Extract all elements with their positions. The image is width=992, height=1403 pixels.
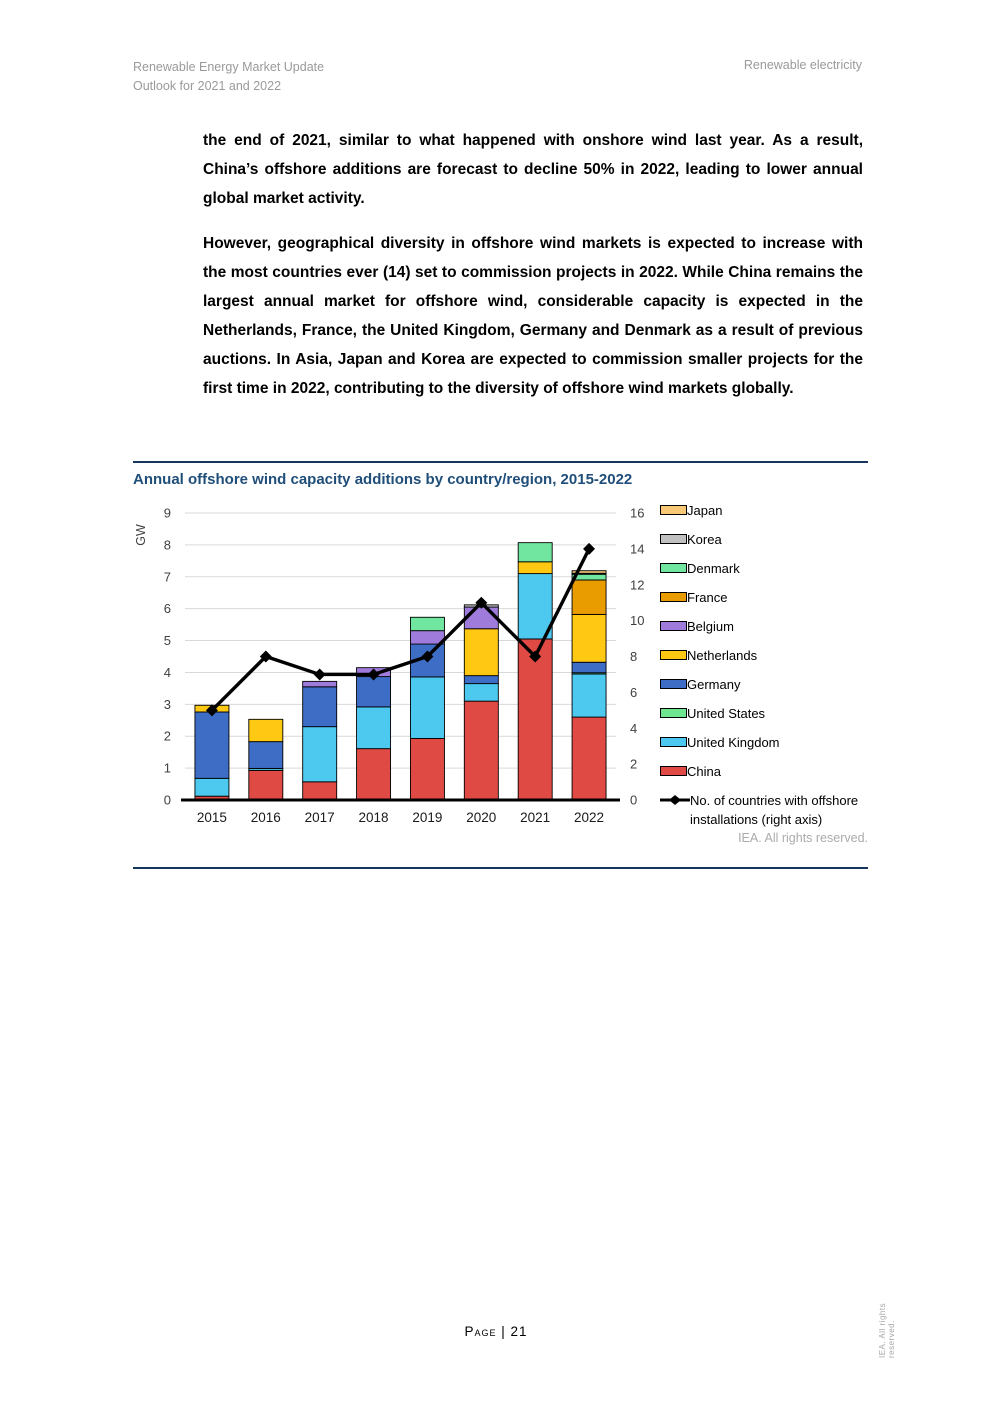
legend-item-united-kingdom: [660, 734, 878, 753]
legend-swatch-icon: [660, 505, 687, 515]
bar-segment-netherlands: [249, 719, 283, 741]
bar-segment-united-kingdom: [195, 778, 229, 796]
bar-segment-germany: [572, 662, 606, 673]
legend-item-countries-line: [660, 792, 878, 829]
bar-segment-united-kingdom: [410, 677, 444, 739]
legend-label: United States: [687, 706, 766, 721]
bar-segment-germany: [464, 676, 498, 684]
header-left: [133, 58, 324, 96]
right-axis-tick: 10: [630, 613, 645, 629]
x-axis-label: 2018: [358, 810, 389, 825]
left-axis-tick: 5: [163, 633, 171, 649]
x-axis-label: 2021: [520, 810, 551, 825]
legend-label: Germany: [687, 677, 741, 692]
x-axis-label: 2020: [466, 810, 497, 825]
legend-swatch-icon: [660, 621, 687, 631]
bar-segment-france: [572, 580, 606, 614]
left-axis-title: GW: [134, 524, 148, 546]
bar-segment-germany: [195, 712, 229, 778]
left-axis-tick: 4: [163, 664, 171, 680]
left-axis-tick: 1: [163, 760, 171, 776]
left-axis-tick: 9: [163, 505, 171, 521]
side-copyright-note: IEA. All rights reserved.: [878, 1302, 896, 1358]
offshore-wind-chart: [133, 497, 658, 832]
bar-segment-netherlands: [518, 562, 552, 574]
legend-swatch-icon: [660, 708, 687, 718]
paragraph-2: However, geographical diversity in offshore wind markets is expected to increase with the most countries ever (14) set to commission projects in 2022. While China remains the largest annual market for offshore wind, considerable capacity is expected in the Netherlands, France, the United Kingdom, Germany and Denmark as a result of previous auctions. In Asia, Japan and Korea are expected to commission smaller projects for the first time in 2022, contributing to the diversity of offshore wind markets globally.: [203, 235, 863, 397]
legend-item-japan: [660, 502, 878, 521]
bar-segment-china: [572, 717, 606, 800]
bar-segment-china: [249, 770, 283, 800]
bar-segment-china: [410, 738, 444, 800]
legend-label: United Kingdom: [687, 735, 780, 750]
header-report-title: Renewable Energy Market Update: [133, 60, 325, 74]
legend-label: China: [687, 764, 721, 779]
legend-label: France: [687, 590, 728, 605]
figure-bottom-rule: [133, 867, 868, 869]
bar-segment-united-kingdom: [464, 684, 498, 702]
figure-top-rule: [133, 461, 868, 463]
bar-segment-united-kingdom: [357, 707, 391, 749]
right-axis-tick: 0: [630, 792, 638, 808]
legend-label: Denmark: [687, 561, 740, 576]
legend-swatch-icon: [660, 650, 687, 660]
paragraph-1: the end of 2021, similar to what happened with onshore wind last year. As a result, China’s offshore additions are forecast to decline 50% in 2022, leading to lower annual global market activity.: [203, 132, 863, 207]
left-axis-tick: 0: [163, 792, 171, 808]
header-report-subtitle: Outlook for 2021 and 2022: [133, 79, 282, 93]
legend-item-germany: [660, 676, 878, 695]
legend-item-denmark: [660, 560, 878, 579]
legend-item-belgium: [660, 618, 878, 637]
legend-swatch-icon: [660, 563, 687, 573]
x-axis-label: 2016: [250, 810, 281, 825]
bar-segment-germany: [357, 677, 391, 707]
figure-title: Annual offshore wind capacity additions by country/region, 2015-2022: [133, 471, 633, 488]
x-axis-label: 2017: [304, 810, 335, 825]
chart-legend: [660, 502, 878, 840]
legend-item-netherlands: [660, 647, 878, 666]
bar-segment-germany: [303, 687, 337, 727]
iea-credit: IEA. All rights reserved.: [738, 831, 868, 845]
bar-segment-netherlands: [572, 614, 606, 662]
bar-segment-china: [464, 701, 498, 800]
bar-segment-belgium: [410, 631, 444, 644]
line-marker-icon: [660, 795, 690, 805]
bar-segment-germany: [249, 742, 283, 769]
legend-item-france: [660, 589, 878, 608]
right-axis-tick: 14: [630, 541, 645, 557]
bar-segment-belgium: [464, 607, 498, 629]
legend-swatch-icon: [660, 679, 687, 689]
legend-label: Japan: [687, 503, 723, 518]
left-axis-tick: 6: [163, 601, 171, 617]
right-axis-tick: 8: [630, 649, 638, 664]
left-axis-tick: 7: [163, 569, 171, 585]
bar-segment-china: [518, 639, 552, 800]
bar-segment-denmark: [518, 543, 552, 562]
legend-item-korea: [660, 531, 878, 550]
bar-segment-china: [357, 749, 391, 800]
legend-swatch-icon: [660, 534, 687, 544]
legend-label: Korea: [687, 532, 722, 547]
page-number: Page | 21: [464, 1324, 528, 1339]
right-axis-tick: 2: [630, 756, 638, 772]
trend-line-marker: [314, 668, 326, 680]
legend-label: Belgium: [687, 619, 734, 634]
bar-segment-netherlands: [464, 629, 498, 676]
legend-swatch-icon: [660, 737, 687, 747]
bar-segment-denmark: [410, 617, 444, 630]
legend-swatch-icon: [660, 592, 687, 602]
x-axis-label: 2022: [574, 810, 605, 825]
legend-swatch-icon: [660, 766, 687, 776]
bar-segment-united-kingdom: [303, 727, 337, 782]
legend-item-united-states: [660, 705, 878, 724]
legend-item-china: [660, 763, 878, 782]
header-section-label: Renewable electricity: [743, 58, 862, 72]
legend-label: Netherlands: [687, 648, 758, 663]
x-axis-label: 2015: [196, 810, 227, 825]
right-axis-tick: 16: [630, 505, 645, 521]
right-axis-tick: 12: [630, 577, 645, 593]
left-axis-tick: 3: [163, 696, 171, 712]
right-axis-tick: 4: [630, 720, 638, 736]
legend-label: No. of countries with offshore installations (right axis): [690, 793, 859, 827]
x-axis-label: 2019: [412, 810, 443, 825]
right-axis-tick: 6: [630, 684, 638, 700]
bar-segment-united-kingdom: [572, 674, 606, 717]
bar-segment-belgium: [303, 681, 337, 686]
bar-segment-china: [303, 782, 337, 800]
left-axis-tick: 8: [163, 537, 171, 553]
left-axis-tick: 2: [163, 728, 171, 744]
